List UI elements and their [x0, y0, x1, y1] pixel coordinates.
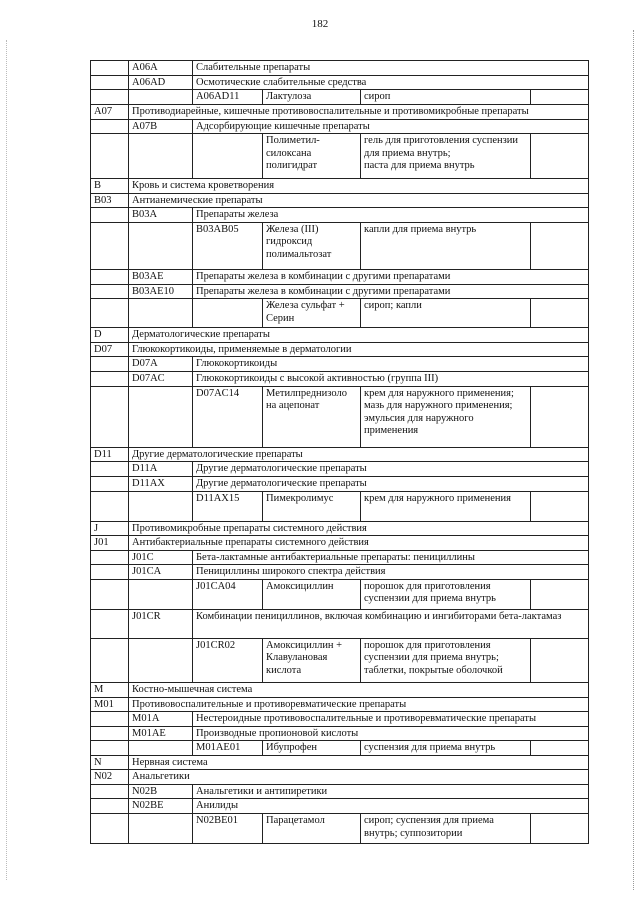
- table-row: [91, 536, 589, 551]
- table-cell: [531, 299, 589, 328]
- table-cell: гель для приготовления суспензии для приема внутрь; паста для приема внутрь: [361, 134, 531, 179]
- table-cell: Глюкокортикоиды с высокой активностью (группа III): [193, 371, 589, 386]
- table-cell: [91, 134, 129, 179]
- table-cell: [91, 609, 129, 638]
- table-cell: [91, 550, 129, 565]
- table-cell: [91, 371, 129, 386]
- table-cell: [91, 726, 129, 741]
- table-cell: [193, 134, 263, 179]
- table-cell: Препараты железа в комбинации с другими препаратами: [193, 284, 589, 299]
- table-cell: [91, 119, 129, 134]
- table-cell: [91, 565, 129, 580]
- table-cell: [129, 90, 193, 105]
- table-row: [91, 697, 589, 712]
- table-cell: D11A: [129, 462, 193, 477]
- table-cell: Дерматологические препараты: [129, 328, 589, 343]
- table-row: [91, 299, 589, 328]
- table-cell: [129, 386, 193, 447]
- table-row: [91, 609, 589, 638]
- table-cell: Антибактериальные препараты системного действия: [129, 536, 589, 551]
- scan-edge-left: [6, 40, 8, 880]
- table-cell: Противовоспалительные и противоревматические препараты: [129, 697, 589, 712]
- table-cell: [91, 299, 129, 328]
- table-cell: B03AB05: [193, 222, 263, 269]
- table-cell: Лактулоза: [263, 90, 361, 105]
- table-cell: J01C: [129, 550, 193, 565]
- table-cell: Ибупрофен: [263, 741, 361, 756]
- table-cell: Амоксициллин + Клавулановая кислота: [263, 638, 361, 682]
- table-cell: [531, 579, 589, 609]
- table-row: [91, 193, 589, 208]
- table-row: [91, 476, 589, 491]
- table-cell: D: [91, 328, 129, 343]
- table-cell: Анальгетики: [129, 770, 589, 785]
- table-cell: [129, 741, 193, 756]
- table-cell: J01CA04: [193, 579, 263, 609]
- table-cell: капли для приема внутрь: [361, 222, 531, 269]
- table-cell: Анилиды: [193, 799, 589, 814]
- table-cell: [129, 638, 193, 682]
- table-cell: D07A: [129, 357, 193, 372]
- table-row: [91, 342, 589, 357]
- table-cell: суспензия для приема внутрь: [361, 741, 531, 756]
- table-cell: [531, 638, 589, 682]
- table-row: [91, 521, 589, 536]
- table-cell: Пимекролимус: [263, 491, 361, 521]
- table-cell: [91, 284, 129, 299]
- table-cell: M01AE01: [193, 741, 263, 756]
- table-cell: Нестероидные противовоспалительные и противоревматические препараты: [193, 712, 589, 727]
- table-row: [91, 638, 589, 682]
- table-row: [91, 565, 589, 580]
- table-cell: [91, 75, 129, 90]
- table-row: [91, 134, 589, 179]
- table-cell: порошок для приготовления суспензии для приема внутрь; таблетки, покрытые оболочкой: [361, 638, 531, 682]
- table-row: [91, 328, 589, 343]
- table-cell: B03AE10: [129, 284, 193, 299]
- table-cell: Препараты железа: [193, 208, 589, 223]
- table-cell: A06AD11: [193, 90, 263, 105]
- table-cell: [91, 784, 129, 799]
- table-row: [91, 386, 589, 447]
- table-row: [91, 550, 589, 565]
- table-cell: Антианемические препараты: [129, 193, 589, 208]
- table-cell: Анальгетики и антипиретики: [193, 784, 589, 799]
- table-row: [91, 784, 589, 799]
- table-cell: [91, 357, 129, 372]
- table-row: [91, 75, 589, 90]
- table-cell: [91, 638, 129, 682]
- table-cell: A07: [91, 105, 129, 120]
- table-cell: [91, 799, 129, 814]
- table-row: [91, 90, 589, 105]
- table-cell: A06AD: [129, 75, 193, 90]
- table-cell: [531, 741, 589, 756]
- table-cell: J01CR: [129, 609, 193, 638]
- drug-classification-table: [90, 60, 589, 844]
- table-cell: M01A: [129, 712, 193, 727]
- table-cell: Кровь и система кроветворения: [129, 179, 589, 194]
- table-body: [91, 61, 589, 844]
- table-cell: D07AC: [129, 371, 193, 386]
- table-cell: [531, 386, 589, 447]
- table-cell: [91, 579, 129, 609]
- table-cell: Противодиарейные, кишечные противовоспалительные и противомикробные препараты: [129, 105, 589, 120]
- table-row: [91, 462, 589, 477]
- table-cell: N02B: [129, 784, 193, 799]
- table-cell: Глюкокортикоиды: [193, 357, 589, 372]
- table-cell: B03A: [129, 208, 193, 223]
- table-cell: M01: [91, 697, 129, 712]
- table-row: [91, 491, 589, 521]
- page-number: 182: [311, 18, 329, 30]
- table-cell: Полиметил- силоксана полигидрат: [263, 134, 361, 179]
- table-cell: [531, 90, 589, 105]
- table-cell: сироп; капли: [361, 299, 531, 328]
- table-cell: A07B: [129, 119, 193, 134]
- table-cell: [91, 741, 129, 756]
- table-cell: [531, 134, 589, 179]
- table-cell: D11: [91, 447, 129, 462]
- table-row: [91, 814, 589, 844]
- table-cell: [193, 299, 263, 328]
- table-cell: N: [91, 755, 129, 770]
- table-cell: крем для наружного применения; мазь для наружного применения; эмульсия для наружного применения: [361, 386, 531, 447]
- table-cell: [129, 134, 193, 179]
- table-row: [91, 105, 589, 120]
- table-cell: [91, 462, 129, 477]
- table-cell: Комбинации пенициллинов, включая комбинацию и ингибиторами бета-лактамаз: [193, 609, 589, 638]
- table-cell: [129, 491, 193, 521]
- table-cell: Производные пропионовой кислоты: [193, 726, 589, 741]
- table-cell: [91, 222, 129, 269]
- table-cell: Препараты железа в комбинации с другими препаратами: [193, 269, 589, 284]
- table-cell: Костно-мышечная система: [129, 682, 589, 697]
- table-cell: крем для наружного применения: [361, 491, 531, 521]
- table-row: [91, 579, 589, 609]
- table-cell: сироп; суспензия для приема внутрь; суппозитории: [361, 814, 531, 844]
- table-cell: B03AE: [129, 269, 193, 284]
- table-cell: [91, 61, 129, 76]
- table-row: [91, 284, 589, 299]
- table-cell: D07: [91, 342, 129, 357]
- table-row: [91, 726, 589, 741]
- table-cell: J: [91, 521, 129, 536]
- table-cell: Железа сульфат + Серин: [263, 299, 361, 328]
- table-row: [91, 208, 589, 223]
- scan-edge-right: [632, 30, 634, 890]
- table-cell: [91, 814, 129, 844]
- table-row: [91, 712, 589, 727]
- table-cell: Бета-лактамные антибактериальные препараты: пенициллины: [193, 550, 589, 565]
- table-row: [91, 269, 589, 284]
- table-cell: [91, 386, 129, 447]
- table-cell: [91, 208, 129, 223]
- table-cell: D11AX15: [193, 491, 263, 521]
- table-cell: D11AX: [129, 476, 193, 491]
- table-cell: [129, 814, 193, 844]
- table-cell: Слабительные препараты: [193, 61, 589, 76]
- table-row: [91, 447, 589, 462]
- table-cell: [531, 491, 589, 521]
- table-row: [91, 755, 589, 770]
- table-cell: B: [91, 179, 129, 194]
- table-cell: Пенициллины широкого спектра действия: [193, 565, 589, 580]
- table-row: [91, 179, 589, 194]
- table-cell: [129, 299, 193, 328]
- table-cell: Железа (III) гидроксид полимальтозат: [263, 222, 361, 269]
- table-cell: [531, 222, 589, 269]
- table-cell: [91, 269, 129, 284]
- table-cell: Противомикробные препараты системного действия: [129, 521, 589, 536]
- table-cell: Другие дерматологические препараты: [193, 476, 589, 491]
- table-cell: N02: [91, 770, 129, 785]
- table-cell: [531, 814, 589, 844]
- table-row: [91, 357, 589, 372]
- table-cell: Парацетамол: [263, 814, 361, 844]
- table-cell: M: [91, 682, 129, 697]
- table-cell: порошок для приготовления суспензии для приема внутрь: [361, 579, 531, 609]
- table-cell: Нервная система: [129, 755, 589, 770]
- table-cell: [91, 712, 129, 727]
- table-row: [91, 371, 589, 386]
- table-cell: Амоксициллин: [263, 579, 361, 609]
- table-cell: A06A: [129, 61, 193, 76]
- table-cell: J01CR02: [193, 638, 263, 682]
- table-row: [91, 119, 589, 134]
- table-cell: Метилпреднизоло на ацепонат: [263, 386, 361, 447]
- table-cell: B03: [91, 193, 129, 208]
- table-row: [91, 741, 589, 756]
- table-cell: Адсорбирующие кишечные препараты: [193, 119, 589, 134]
- table-cell: [129, 579, 193, 609]
- table-cell: J01: [91, 536, 129, 551]
- table-row: [91, 222, 589, 269]
- table-cell: [129, 222, 193, 269]
- table-cell: Осмотические слабительные средства: [193, 75, 589, 90]
- table-cell: M01AE: [129, 726, 193, 741]
- table-cell: [91, 90, 129, 105]
- table-cell: Глюкокортикоиды, применяемые в дерматологии: [129, 342, 589, 357]
- table-cell: сироп: [361, 90, 531, 105]
- table-cell: J01CA: [129, 565, 193, 580]
- table-row: [91, 770, 589, 785]
- table-row: [91, 61, 589, 76]
- table-cell: Другие дерматологические препараты: [193, 462, 589, 477]
- table-cell: Другие дерматологические препараты: [129, 447, 589, 462]
- table-cell: [91, 491, 129, 521]
- table-row: [91, 682, 589, 697]
- table-cell: D07AC14: [193, 386, 263, 447]
- table-cell: N02BE01: [193, 814, 263, 844]
- table-row: [91, 799, 589, 814]
- table-cell: [91, 476, 129, 491]
- table-cell: N02BE: [129, 799, 193, 814]
